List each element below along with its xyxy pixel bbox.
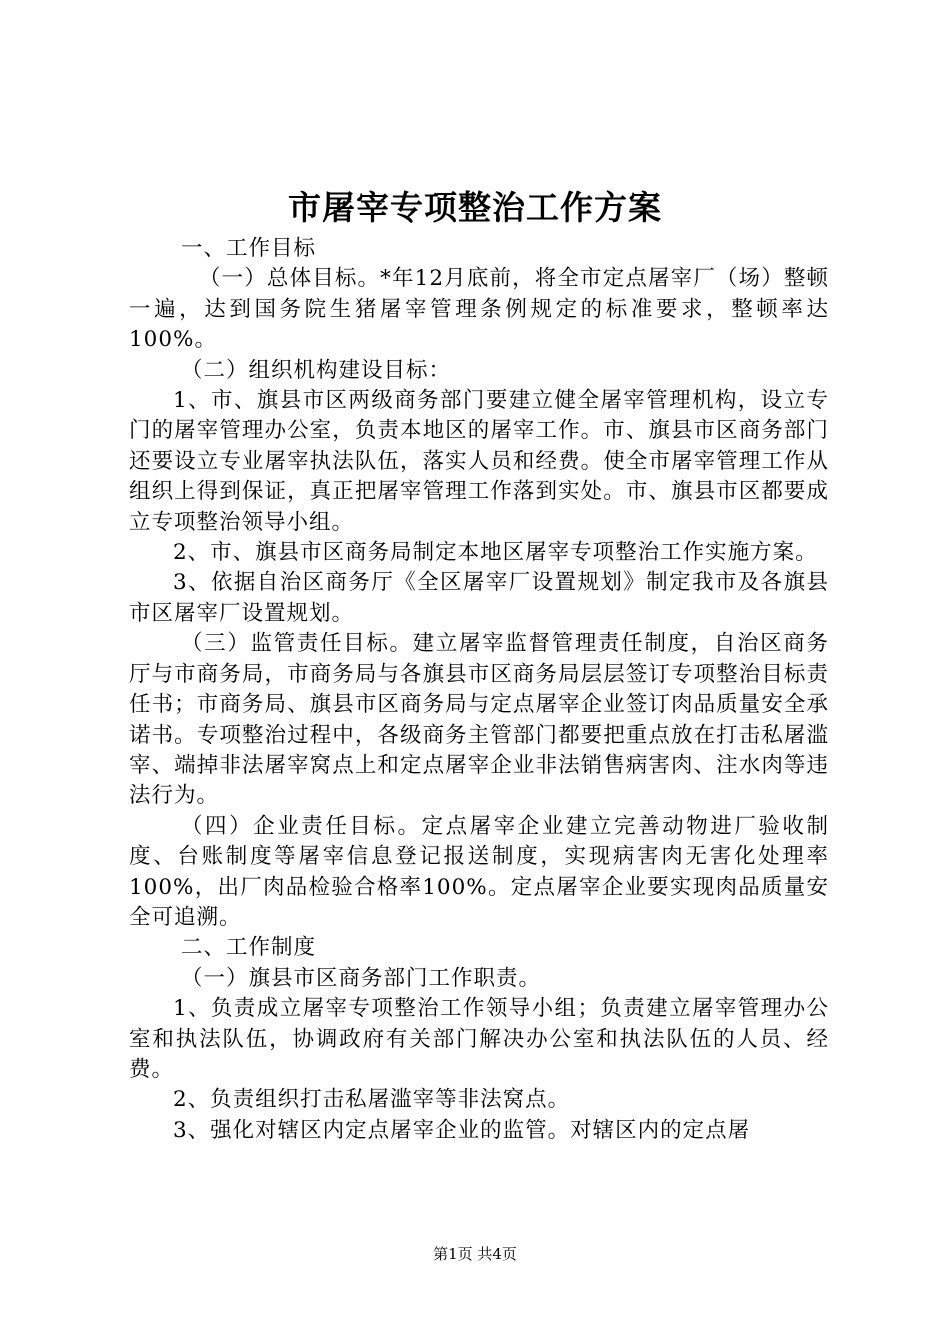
heading-work-goals: 一、工作目标 bbox=[181, 236, 317, 261]
subheading-org-goal: （二）组织机构建设目标： bbox=[181, 357, 452, 383]
heading-work-system: 二、工作制度 bbox=[181, 935, 317, 961]
document-body bbox=[129, 234, 829, 1146]
paragraph-item-3: 3、依据自治区商务厅《全区屠宰厂设置规划》制定我市及各旗县市区屠宰厂设置规划。 bbox=[129, 570, 829, 626]
subheading-duties: （一）旗县市区商务部门工作职责。 bbox=[181, 965, 542, 991]
paragraph-duty-2: 2、负责组织打击私屠滥宰等非法窝点。 bbox=[173, 1087, 571, 1113]
paragraph-item-2: 2、市、旗县市区商务局制定本地区屠宰专项整治工作实施方案。 bbox=[173, 540, 818, 566]
paragraph-duty-1: 1、负责成立屠宰专项整治工作领导小组；负责建立屠宰管理办公室和执法队伍，协调政府有关部门解决办公室和执法队伍的人员、经费。 bbox=[129, 996, 829, 1082]
page-footer: 第1页 共4页 bbox=[433, 1245, 517, 1263]
paragraph-overall-goal: （一）总体目标。*年12月底前，将全市定点屠宰厂（场）整顿一遍，达到国务院生猪屠宰管理条例规定的标准要求，整顿率达100%。 bbox=[129, 266, 829, 353]
paragraph-item-1: 1、市、旗县市区两级商务部门要建立健全屠宰管理机构，设立专门的屠宰管理办公室，负责本地区的屠宰工作。市、旗县市区商务部门还要设立专业屠宰执法队伍，落实人员和经费。使全市屠宰管理工作从组织上得到保证，真正把屠宰管理工作落到实处。市、旗县市区都要成立专项整治领导小组。 bbox=[129, 388, 829, 535]
paragraph-supervision-goal: （三）监管责任目标。建立屠宰监督管理责任制度，自治区商务厅与市商务局，市商务局与各旗县市区商务局层层签订专项整治目标责任书；市商务局、旗县市区商务局与定点屠宰企业签订肉品质量安全承诺书。专项整治过程中，各级商务主管部门都要把重点放在打击私屠滥宰、端掉非法屠宰窝点上和定点屠宰企业非法销售病害肉、注水肉等违法行为。 bbox=[129, 631, 829, 809]
paragraph-duty-3: 3、强化对辖区内定点屠宰企业的监管。对辖区内的定点屠 bbox=[173, 1117, 751, 1143]
paragraph-enterprise-goal: （四）企业责任目标。定点屠宰企业建立完善动物进厂验收制度、台账制度等屠宰信息登记报送制度，实现病害肉无害化处理率100%，出厂肉品检验合格率100%。定点屠宰企业要实现肉品质量安全可追溯。 bbox=[129, 813, 829, 930]
document-title: 市屠宰专项整治工作方案 bbox=[288, 188, 662, 227]
